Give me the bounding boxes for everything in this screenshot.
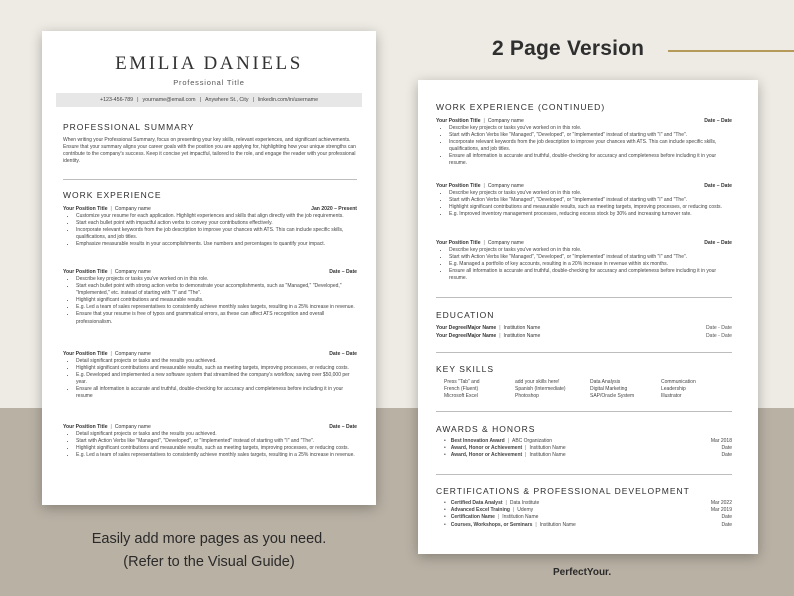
job-title: Your Position Title: [63, 206, 108, 212]
contact-separator: |: [137, 97, 139, 103]
job-title: Your Position Title: [436, 240, 481, 246]
job-bullet: • Ensure that your resume is free of typos and grammatical errors, as these can affect ATS recognition and overall professionalism.: [76, 311, 357, 325]
job-entry: Your Position Title | Company name Jan 2020 – Present • Customize your resume for each application. Highlight experiences and skills that align directly with the job requirements. • Start each bullet point with impactful action verbs to convey your contributions effectively. • Incorporate relevant keywords from the job description to improve your chances with ATS. This can include specific skills, qualifications, and job titles. • Emphasize measurable results in your accomplishments. Use numbers and percentages to quantify your impact.: [63, 206, 357, 248]
institution-name: Institution Name: [503, 325, 541, 331]
job-company: Company name: [487, 118, 524, 124]
job-bullet: • Emphasize measurable results in your accomplishments. Use numbers and percentages to quantify your impact.: [76, 241, 357, 248]
job-entry: Your Position Title | Company name Date – Date • Detail significant projects or tasks and the results you achieved. • Start with Action Verbs like "Managed", "Developed", or "Implemented" instead of starting with "I" and "The". • Highlight significant contributions and measurable results, such as meeting targets, improving processes, or reducing costs. • E.g. Led a team of sales representatives to consistently achieve monthly sales targets, resulting in a 25% increase in revenue.: [63, 424, 357, 459]
award-entry: • Best Innovation Award | ABC Organization Mar 2018: [436, 438, 732, 445]
certification-date: Date: [721, 514, 732, 521]
job-bullet: • Describe key projects or tasks you've worked on in this role.: [449, 190, 732, 197]
certification-entry: • Certification Name | Institution Name Date: [436, 514, 732, 521]
skill-item: Spanish (Intermediate): [515, 386, 566, 393]
section-divider: [436, 411, 732, 412]
job-date: Date – Date: [704, 183, 732, 189]
job-bullet: • Ensure all information is accurate and truthful, double-checking for accuracy and completeness before including it in your resume.: [449, 153, 732, 167]
job-bullet: • Customize your resume for each application. Highlight experiences and skills that align directly with the job requirements.: [76, 213, 357, 220]
job-bullet: • Start each bullet point with impactful action verbs to convey your contributions effectively.: [76, 220, 357, 227]
brand-logo: PerfectYour.: [553, 567, 612, 578]
job-company: Company name: [114, 269, 151, 275]
job-title: Your Position Title: [436, 183, 481, 189]
page-heading: 2 Page Version: [492, 37, 645, 60]
job-date: Jan 2020 – Present: [311, 206, 357, 212]
skill-item: Photoshop: [515, 393, 539, 400]
job-date: Date – Date: [329, 269, 357, 275]
skill-item: Leadership: [661, 386, 686, 393]
contact-separator: |: [199, 97, 201, 103]
certification-org: Institution Name: [539, 521, 576, 528]
job-entry: Your Position Title | Company name Date – Date • Detail significant projects or tasks and the results you achieved. • Highlight significant contributions and measurable results, such as meeting targets, improving processes, or reducing costs. • E.g. Developed and implemented a new software system that streamlined the company's workflow, saving over $50,000 per year. • Ensure all information is accurate and truthful, double-checking for accuracy and completeness before including it in your resume: [63, 351, 357, 401]
education-entry: Your Degree/Major Name | Institution Name Date - Date: [436, 332, 732, 339]
job-bullet: • E.g. Managed a portfolio of key accounts, resulting in a 20% increase in revenue within six months.: [449, 261, 732, 268]
certifications-heading: CERTIFICATIONS & PROFESSIONAL DEVELOPMENT: [436, 486, 690, 496]
experience-continued-heading: WORK EXPERIENCE (CONTINUED): [436, 102, 606, 112]
skill-item: Digital Marketing: [590, 386, 628, 393]
education-date: Date - Date: [705, 325, 732, 331]
job-title: Your Position Title: [63, 351, 108, 357]
award-title: Best Innovation Award: [450, 438, 505, 444]
awards-list: [436, 438, 732, 460]
job-company: Company name: [114, 424, 151, 430]
accent-line: [668, 50, 794, 52]
skills-heading: KEY SKILLS: [436, 364, 495, 374]
summary-text: When writing your Professional Summary, focus on presenting your key skills, relevant experiences, and significant achievements. Ensure that your summary aligns your career goals with the position you are applying for, highlighting how your unique strengths can contribute to the company's success. Keep it concise yet impactful, tailored to the role, and engage the reader with your professional identity.: [63, 137, 356, 165]
job-bullet: • E.g. Developed and implemented a new software system that streamlined the company's workflow, saving over $50,000 per year.: [76, 372, 357, 386]
job-date: Date – Date: [704, 240, 732, 246]
certification-title: Advanced Excel Training: [450, 507, 510, 514]
job-bullet: • Detail significant projects or tasks and the results you achieved.: [76, 431, 357, 438]
skill-item: Press "Tab" and: [444, 379, 480, 385]
institution-name: Institution Name: [503, 332, 541, 339]
job-bullet: • Highlight significant contributions and measurable results.: [76, 297, 357, 304]
job-bullet: • Highlight significant contributions and measurable results, such as meeting targets, improving processes, or reducing costs.: [76, 445, 357, 452]
section-divider: [436, 474, 732, 475]
resume-page-2: [418, 80, 758, 554]
skills-grid: [444, 379, 731, 401]
contact-separator: |: [252, 97, 254, 103]
job-bullet: • Start with Action Verbs like "Managed", "Developed", or "Implemented" instead of starting with "I" and "The".: [449, 132, 732, 139]
job-bullet: • Highlight significant contributions and measurable results, such as meeting targets, improving processes, or reducing costs.: [76, 365, 357, 372]
certification-title: Certified Data Analyst: [450, 500, 503, 506]
job-bullet: • Incorporate relevant keywords from the job description to improve your chances with ATS. This can include specific skills, qualifications, and job titles.: [449, 139, 732, 153]
contact-address: Anywhere St., City: [204, 97, 249, 103]
skill-item: Data Analysis: [590, 379, 621, 385]
job-title: Your Position Title: [63, 424, 108, 430]
degree-name: Your Degree/Major Name: [436, 332, 497, 339]
award-date: Date: [721, 452, 732, 459]
award-entry: • Award, Honor or Achievement | Institution Name Date: [436, 445, 732, 452]
job-bullet: • Detail significant projects or tasks and the results you achieved.: [76, 358, 357, 365]
education-entry: Your Degree/Major Name | Institution Name Date - Date: [436, 325, 732, 331]
job-bullet: • Ensure all information is accurate and truthful, double-checking for accuracy and completeness before including it in your resume.: [449, 268, 732, 282]
job-bullet: • Start with Action Verbs like "Managed", "Developed", or "Implemented" instead of starting with "I" and "The".: [76, 438, 357, 445]
certification-org: Data Institute: [509, 500, 540, 506]
certification-title: Certification Name: [450, 514, 495, 521]
education-list: [436, 325, 732, 339]
job-date: Date – Date: [329, 351, 357, 357]
job-bullet: • Describe key projects or tasks you've worked on in this role.: [76, 276, 357, 283]
job-bullet: • E.g. Led a team of sales representatives to consistently achieve monthly sales targets, resulting in a 25% increase in revenue.: [76, 304, 357, 311]
job-entry: Your Position Title | Company name Date – Date • Describe key projects or tasks you've worked on in this role. • Start with Action Verbs like "Managed", "Developed", or "Implemented" instead of starting with "I" and "The". • Incorporate relevant keywords from the job description to improve your chances with ATS. This can include specific skills, qualifications, and job titles. • Ensure all information is accurate and truthful, double-checking for accuracy and completeness before including it in your resume.: [436, 118, 732, 168]
section-divider: [436, 297, 732, 298]
certification-date: Date: [721, 521, 732, 528]
award-org: Institution Name: [529, 445, 566, 452]
resume-page-1: [42, 31, 376, 505]
job-bullet: • Describe key projects or tasks you've worked on in this role.: [449, 247, 732, 254]
award-title: Award, Honor or Achievement: [450, 452, 523, 459]
job-entry: Your Position Title | Company name Date – Date • Describe key projects or tasks you've worked on in this role. • Start with Action Verbs like "Managed", "Developed", or "Implemented" instead of starting with "I" and "The". • Highlight significant contributions and measurable results, such as meeting targets, improving processes, or reducing costs. • E.g. Improved inventory management processes, reducing excess stock by 30% and increasing turnover rate.: [436, 183, 732, 218]
skill-item: Microsoft Excel: [444, 393, 478, 400]
contact-linkedin: linkedin.com/in/username: [257, 97, 319, 103]
certification-entry: • Certified Data Analyst | Data Institute Mar 2022: [436, 500, 732, 507]
award-date: Date: [721, 445, 732, 452]
job-date: Date – Date: [704, 118, 732, 124]
job-bullet: • Describe key projects or tasks you've worked on in this role.: [449, 125, 732, 132]
job-bullet: • Highlight significant contributions and measurable results, such as meeting targets, improving processes, or reducing costs.: [449, 204, 732, 211]
caption-line-1: Easily add more pages as you need.: [91, 531, 327, 547]
professional-title: Professional Title: [173, 78, 245, 87]
job-title: Your Position Title: [436, 118, 481, 124]
job-entry: Your Position Title | Company name Date – Date • Describe key projects or tasks you've worked on in this role. • Start each bullet point with strong action verbs to demonstrate your accomplishments, such as "Managed," "Developed," "Implemented," etc. instead of starting with "I" and "The". • Highlight significant contributions and measurable results. • E.g. Led a team of sales representatives to consistently achieve monthly sales targets, resulting in a 25% increase in revenue. • Ensure that your resume is free of typos and grammatical errors, as these can affect ATS recognition and overall professionalism.: [63, 269, 357, 326]
job-company: Company name: [114, 351, 151, 357]
award-org: ABC Organization: [511, 438, 553, 444]
section-divider: [436, 352, 732, 353]
skill-item: add your skills here!: [515, 379, 560, 385]
certification-entry: • Courses, Workshops, or Seminars | Institution Name Date: [436, 522, 732, 529]
contact-phone: +123-456-789: [99, 97, 134, 103]
job-company: Company name: [487, 240, 524, 246]
education-heading: EDUCATION: [436, 310, 495, 320]
certifications-list: [436, 500, 732, 529]
job-entry: Your Position Title | Company name Date – Date • Describe key projects or tasks you've worked on in this role. • Start with Action Verbs like "Managed", "Developed", or "Implemented" instead of starting with "I" and "The". • E.g. Managed a portfolio of key accounts, resulting in a 20% increase in revenue within six months. • Ensure all information is accurate and truthful, double-checking for accuracy and completeness before including it in your resume.: [436, 240, 732, 282]
candidate-name: EMILIA DANIELS: [115, 53, 303, 74]
job-bullet: • Incorporate relevant keywords from the job description to improve your chances with ATS. This can include specific skills, qualifications, and job titles.: [76, 227, 357, 241]
awards-heading: AWARDS & HONORS: [436, 424, 536, 434]
education-date: Date - Date: [705, 332, 732, 339]
award-entry: • Award, Honor or Achievement | Institution Name Date: [436, 452, 732, 459]
job-date: Date – Date: [329, 424, 357, 430]
award-date: Mar 2018: [710, 438, 732, 444]
job-bullet: • Start with Action Verbs like "Managed", "Developed", or "Implemented" instead of starting with "I" and "The".: [449, 254, 732, 261]
skill-item: French (Fluent): [444, 386, 479, 393]
certification-org: Institution Name: [502, 514, 539, 521]
contact-bar: [56, 93, 362, 107]
skill-item: SAP/Oracle System: [590, 393, 635, 400]
job-bullet: • Ensure all information is accurate and truthful, double-checking for accuracy and completeness before including it in your resume: [76, 386, 357, 400]
job-bullet: • E.g. Improved inventory management processes, reducing excess stock by 30% and increasing turnover rate.: [449, 211, 732, 218]
job-company: Company name: [487, 183, 524, 189]
caption-line-2: (Refer to the Visual Guide): [123, 554, 295, 570]
skill-item: Communication: [661, 379, 696, 385]
skill-item: Illustrator: [661, 393, 682, 400]
summary-heading: PROFESSIONAL SUMMARY: [63, 122, 195, 132]
section-divider: [63, 179, 357, 180]
job-bullet: • Start with Action Verbs like "Managed", "Developed", or "Implemented" instead of starting with "I" and "The".: [449, 197, 732, 204]
certification-entry: • Advanced Excel Training | Udemy Mar 2019: [436, 507, 732, 514]
contact-email: yourname@email.com: [142, 97, 196, 103]
job-title: Your Position Title: [63, 269, 108, 275]
certification-title: Courses, Workshops, or Seminars: [450, 521, 533, 528]
job-bullet: • Start each bullet point with strong action verbs to demonstrate your accomplishments, such as "Managed," "Developed," "Implemented," etc. instead of starting with "I" and "The".: [76, 283, 357, 297]
certification-date: Mar 2019: [710, 507, 732, 514]
experience-heading: WORK EXPERIENCE: [63, 190, 162, 200]
certification-date: Mar 2022: [710, 500, 732, 506]
certification-org: Udemy: [517, 507, 534, 514]
award-org: Institution Name: [529, 452, 566, 459]
job-bullet: • E.g. Led a team of sales representatives to consistently achieve monthly sales targets, resulting in a 25% increase in revenue.: [76, 452, 357, 459]
job-company: Company name: [114, 206, 151, 212]
award-title: Award, Honor or Achievement: [450, 445, 523, 452]
degree-name: Your Degree/Major Name: [436, 325, 497, 331]
